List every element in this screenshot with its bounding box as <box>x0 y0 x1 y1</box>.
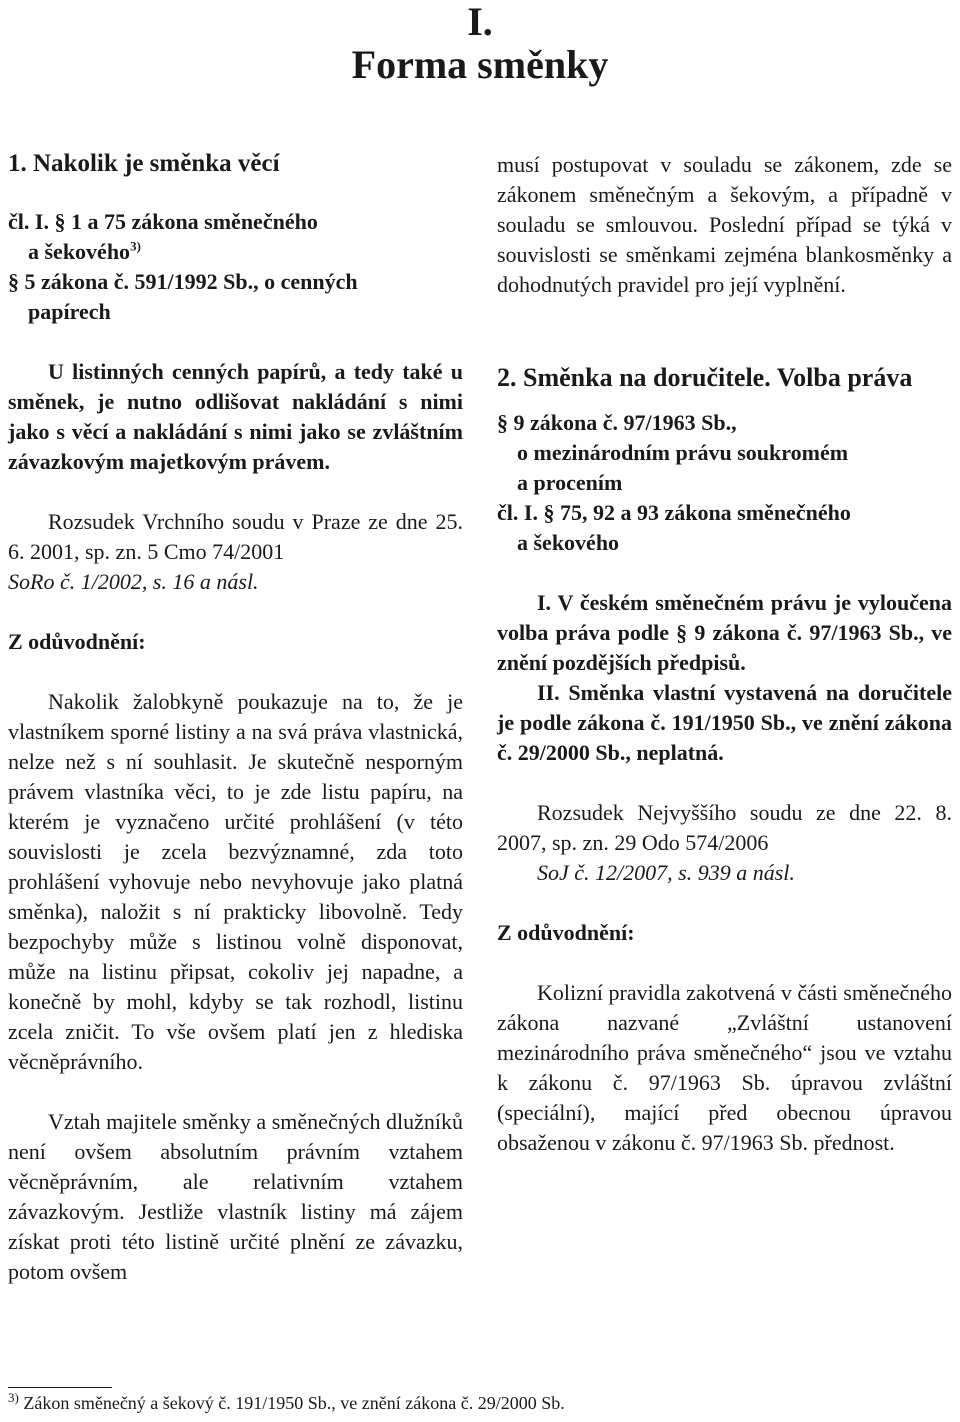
body-paragraph: Kolizní pravidla zakotvená v části směnečného zákona nazvané „Zvláštní ustanovení mezinárodního práva směnečného“ jsou ve vztahu k zákonu č. 97/1963 Sb. úpravou zvláštní (speciální), mající před obecnou úpravou obsaženou v zákonu č. 97/1963 Sb. přednost. <box>497 980 952 1155</box>
legal-thesis: U listinných cenných papírů, a tedy také u směnek, je nutno odlišovat nakládání s nimi jako s věcí a nakládání s nimi jako se zvláštním závazkovým majetkovým právem. <box>8 359 463 474</box>
legal-ref: čl. I. § 75, 92 a 93 zákona směnečného <box>497 500 851 525</box>
footnote-ref: 3) <box>130 238 141 254</box>
body-paragraph: Vztah majitele směnky a směnečných dlužníků není ovšem absolutním právním vztahem věcněprávním, ale relativním vztahem závazkovým. Jestliže vlastník listiny má zájem získat proti této listině určité plnění ze závazku, potom ovšem <box>8 1109 463 1284</box>
decision-source: SoJ č. 12/2007, s. 939 a násl. <box>537 860 795 885</box>
legal-ref: § 5 zákona č. 591/1992 Sb., o cenných <box>8 269 358 294</box>
section-1-heading: 1. Nakolik je směnka věcí <box>8 150 280 177</box>
decision-source: SoRo č. 1/2002, s. 16 a násl. <box>8 569 259 594</box>
legal-ref: o mezinárodním právu soukromém <box>517 440 849 465</box>
body-paragraph: musí postupovat v souladu se zákonem, zde se zákonem směnečným a šekovým, a případně v souladu se smlouvou. Poslední případ se týká v souvislosti se směnkami zejména blankosměnky a dohodnutých pravidel pro její vyplnění. <box>497 152 952 297</box>
footnote-mark: 3) <box>8 1390 19 1405</box>
legal-ref: papírech <box>28 299 111 324</box>
legal-ref: a šekového$^{3)}$ <box>28 238 141 264</box>
decision-citation: Rozsudek Vrchního soudu v Praze ze dne 25. 6. 2001, sp. zn. 5 Cmo 74/2001 <box>8 509 463 564</box>
body-paragraph: Nakolik žalobkyně poukazuje na to, že je vlastníkem sporné listiny a na svá práva vlastnická, nelze než s ní souhlasit. Je skutečně nesporným právem vlastníka věci, to je zde listu papíru, na kterém je vyznačeno určité prohlášení (v této souvislosti je zcela bezvýznamné, zda toto prohlášení vyhovuje nebo nevyhovuje jako platná směnka), naložit s ní prakticky libovolně. Tedy bezpochyby může s listinou volně disponovat, může na listinu připsat, cokoliv jej napadne, a konečně by mohl, kdyby se tak rozhodl, listinu zcela zničit. To vše ovšem platí jen z hlediska věcněprávního. <box>8 689 463 1074</box>
chapter-title: Forma směnky <box>351 42 609 87</box>
footnote <box>8 1392 565 1414</box>
left-column <box>8 147 463 1287</box>
legal-ref: a procením <box>517 470 623 495</box>
decision-citation: Rozsudek Nejvyššího soudu ze dne 22. 8. 2007, sp. zn. 29 Odo 574/2006 <box>497 800 952 855</box>
legal-ref: § 9 zákona č. 97/1963 Sb., <box>497 410 737 435</box>
legal-thesis: I. V českém směnečném právu je vyloučena volba práva podle § 9 zákona č. 97/1963 Sb., ve znění pozdějších předpisů. <box>497 590 952 675</box>
reasoning-label: Z odůvodnění: <box>8 629 146 654</box>
reasoning-label: Z odůvodnění: <box>497 920 635 945</box>
chapter-number: I. <box>467 0 493 44</box>
footnote-divider <box>8 1387 112 1388</box>
legal-ref: čl. I. § 1 a 75 zákona směnečného <box>8 209 318 234</box>
footnote-text: Zákon směnečný a šekový č. 191/1950 Sb., ve znění zákona č. 29/2000 Sb. <box>23 1393 565 1413</box>
legal-thesis: II. Směnka vlastní vystavená na doručitele je podle zákona č. 191/1950 Sb., ve znění zákona č. 29/2000 Sb., neplatná. <box>497 680 952 765</box>
right-column <box>497 150 952 1158</box>
section-2-heading: 2. Směnka na doručitele. Volba práva <box>497 363 913 392</box>
legal-ref: a šekového <box>517 530 620 555</box>
